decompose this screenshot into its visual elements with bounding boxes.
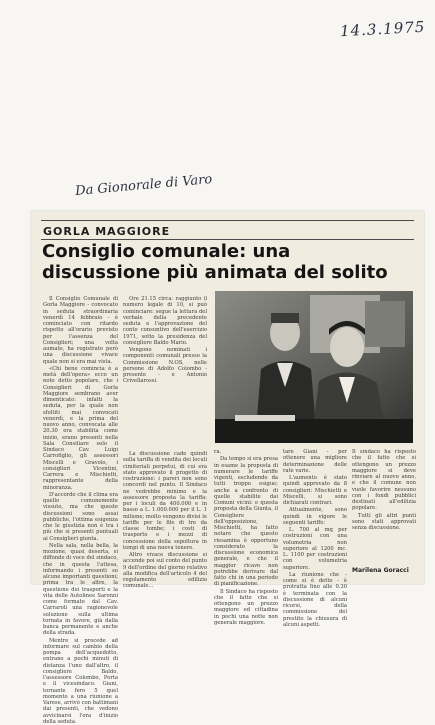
paragraph: Mentre si procede ad informare sul cambio della pompa dell'acquedotto, entrano a pochi minuti di distanza l'uno dall'altro, il consigliere Baldo, l'assessore Colombo, Porta e il vicesindaco. Giani, tornante fero 5 quel momento a una riunione a Varese, arrivò con battimani dai presenti, che vedono avvicinarsi l'ora d'inizio della seduta. bbox=[43, 638, 118, 725]
paragraph: Il Consiglio Comunale di Gorla Maggiore - convocato in seduta straordinaria venerdì 14 febbraio - è cominciato con ritardo rispetto all'orario previsto per l'assenza del Consiglieri; una volta aumato, ha registrato però una discussione vivace quale non si era mai vista. bbox=[43, 296, 118, 365]
paragraph: La discussione cade quindi sulla tariffa di vendita dei loculi cimiteriali perpetui, di cui era stato approvato il progetto di costruzione: i pareri non sono concordi nel punto. Il Sindaco ne vedrebbe minimo e la assessore proposta la tariffa: per i loculi da 400.000 e in basso a L. 1.000.000 per il L. 1 milione; molto vengono divisi le tariffe per le file di tre da classe tombe; i costi di trasporto e i mezzi di concessione della sepoltura in tempi di una nuova tenere. bbox=[123, 451, 207, 551]
article-column-1 bbox=[43, 296, 118, 576]
newspaper-clipping bbox=[31, 211, 424, 584]
article-author: Marilena Goracci bbox=[352, 567, 409, 574]
paragraph: tare Giani - per ottenere una migliore determinazione delle rate varie. bbox=[283, 449, 347, 474]
article-column-4 bbox=[214, 449, 278, 569]
paragraph: D'accordo che il clima era quello comunemente vissuto, ma che queste discussioni sono assai pubbliche, l'ottima esigenza che le giustizia non è tra i più che si presenti puntuali ai Consiglieri giunta. bbox=[43, 492, 118, 542]
handwritten-date: 14.3.1975 bbox=[340, 18, 426, 40]
photo-two-men-seated-icon bbox=[215, 291, 413, 443]
article-kicker: GORLA MAGGIORE bbox=[43, 225, 170, 238]
article-column-2 bbox=[123, 296, 207, 446]
paragraph: Attualmente, sono quindi in vigore le seguenti tariffe: bbox=[283, 507, 347, 526]
article-column-3 bbox=[123, 451, 207, 581]
paragraph: Vengono nominati i componenti comunali presso la Commissione N.OS, nelle persone di Adolfo Colombo - presente - e Antonio Crivellarossi. bbox=[123, 347, 207, 385]
article-photo bbox=[215, 291, 413, 443]
paragraph: Da tempo si era presa in esame la proposta di numerare le tariffe vigenti, escludendo da tutti troppo esigue; anche a confronto di quelle stabilite dai Comuni vicini: e questa proposta della Giunta, il Consigliere dell'opposizione, Mischietti, ha fatto notare che questo riesamina è opportuno considerato la discussione economica generale, e che il maggior ricavo non potrebbe derivare dal fatto chi in una periodo di pianificazione. bbox=[214, 456, 278, 587]
paragraph: Ore 21.15 circa: raggiunto il numero legale di 10, si può cominciare: segue la lettura del verbale della precedente seduta e l'approvazione del conto consuntivo dell'esercizio 1971, sotto la presidenza del consigliere Baldo Mario. bbox=[123, 296, 207, 346]
paragraph: L. 700 al mq per costruzioni con una volumetria non superiore al 1200 mc. L. 1100 per costruzioni con volumetria superiore. bbox=[283, 527, 347, 571]
kicker-rule bbox=[41, 239, 414, 240]
handwritten-source-note: Da Gionorale di Varo bbox=[75, 172, 213, 199]
paragraph: L'aumento è stato quindi approvato da 8 consiglieri: Mischietti e Miscelli, si sono dichiarati contrari. bbox=[283, 475, 347, 506]
article-headline: Consiglio comunale: una discussione più animata del solito bbox=[42, 241, 407, 283]
paragraph: ra. bbox=[214, 449, 278, 455]
paragraph: Altro vivace discussione si accende poi sul conto del punto 9 dell'ordine del giorno relativo alla modifica dell'articolo 4 del regolamento edilizio comunale... bbox=[123, 552, 207, 590]
paragraph: «Chi bene comincia è a metà dell'opera» ecco un noto detto popolare, che i Consiglieri di Gorla Maggiore sembrano aver dimenticato: infatti la seduta, per la quale non sfoltiti mai convocati venerdì, e la prima del nuovo anno, convocata alle 20.30 era stabilita come inizio, erano presenti nella Sala Consiliare solo il Sindaco Cav. Luigi Carrofiglio, gli assessori Miscelli e Gravolo, i consiglieri Vicentini, Carrera e Mischietti, rappresentante della minoranza. bbox=[43, 366, 118, 491]
paragraph: Tutti gli altri punti sono stati approvati senza discussione. bbox=[352, 513, 416, 532]
paragraph: Nella sala, nella bella, la mozione, quasi deserta, si diffonde di voce del sindaco, che in questa l'attesa, informando i presenti su alcune importanti questioni; prima tra le altre, la questione dei trasporti e la vita delle Autolinee Saronni come formato dal Cav. Carraroli una ragionevole soluzione sulla ultima tornata in favore, già dalla banca permanente e anche della strada. bbox=[43, 543, 118, 637]
top-rule bbox=[41, 220, 414, 221]
paragraph: Il Sindaco ha risposto che il fatto che si ottengono un prezzo maggiore ed cittadina in pochi una notte non generale maggiore. bbox=[214, 589, 278, 627]
paragraph: La riunione che - come si è detto - è protratta fino alle 0.30 è terminata con la discussione di alcuni ricorsi, della commissione del prestito la chiusura di alcuni aspetti. bbox=[283, 572, 347, 628]
article-column-6 bbox=[352, 449, 416, 567]
article-column-5 bbox=[283, 449, 347, 574]
paragraph: Il sindaco ha risposto che il fatto che si ottengono un prezzo maggiore si deve rinviare al nuovo anno, e che il comune non vuole favorire nessuno con i fondi pubblici destinati all'edilizia popolare. bbox=[352, 449, 416, 512]
